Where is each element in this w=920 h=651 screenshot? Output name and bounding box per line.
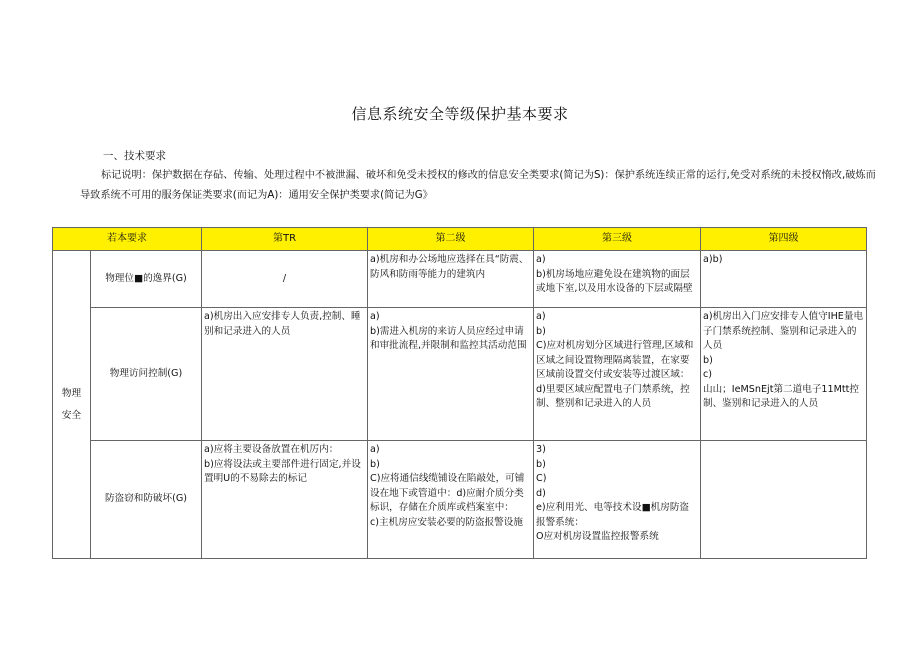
requirement-name: 物理访问控制(G) — [91, 308, 202, 441]
level-4-cell: a)b) — [701, 251, 867, 308]
marking-note: 标记说明：保护数据在存砧、传输、处理过程中不被泄漏、破坏和免受未授权的修改的信息安全类要求(简记为S)：保护系统连续正常的运行,免受对系统的未授权惰改,破炼而导致系统不可用的服务保证类要求(而记为A)：通用安全保护类要求(简记为G》 — [80, 170, 876, 201]
category-physical-security: 物理 安全 — [53, 251, 91, 559]
header-level-4: 第四级 — [701, 228, 867, 251]
table-row — [53, 308, 867, 441]
header-level-1: 第TR — [202, 228, 368, 251]
level-4-cell: a)机房出入门应安排专人值守IHE量电子门禁系统控制、鉴别和记录进入的人员 b) c) 山山；IeMSnEjt第二道电子11Mtt控制、鉴别和记录进入的人员 — [701, 308, 867, 441]
level-2-cell: a) b) C)应将通信线缆铺设在陷敲处，可铺设在地下或管道中：d)应耐介质分类标识，存储在介质库或档案室中： c)主机房应安装必要的防盗报警设施 — [368, 441, 534, 559]
header-level-3: 第三级 — [534, 228, 701, 251]
table-row — [53, 251, 867, 308]
section-heading: 一、技术要求 — [103, 150, 166, 162]
level-2-cell: a)机房和办公场地应选择在具“防震、防风和防雨等能力的建筑内 — [368, 251, 534, 308]
level-1-cell: a)应将主要设备放置在机厉内： b)应将设法或主要部件进行固定,并设置明U的不易除去的标记 — [202, 441, 368, 559]
table-header-row — [53, 228, 867, 251]
header-level-2: 第二级 — [368, 228, 534, 251]
requirement-name: 防盗窃和防破坏(G) — [91, 441, 202, 559]
level-3-cell: a) b) C)应对机房划分区域进行管理,区域和区域之间设置物理隔离装置，在家要区域前设置交付或安装等过渡区域： d)里要区域应配置电子门禁系统，控制、整别和记录进入的人员 — [534, 308, 701, 441]
level-4-cell — [701, 441, 867, 559]
level-3-cell: 3) b) C) d) e)应利用光、电等技术设■机房防盗报警系统： O应对机房设置监控报警系统 — [534, 441, 701, 559]
document-title: 信息系统安全等级保护基本要求 — [351, 105, 569, 123]
level-1-cell: / — [202, 251, 368, 308]
level-2-cell: a) b)需进入机房的来访人员应经过申请和审批流程,并限制和监控其活动范围 — [368, 308, 534, 441]
requirements-table — [52, 227, 867, 559]
header-basic-requirement: 若本要求 — [53, 228, 202, 251]
level-3-cell: a) b)机房场地应避免设在建筑物的面层或地下室,以及用水设备的下层或隔壁 — [534, 251, 701, 308]
table-row — [53, 441, 867, 559]
requirement-name: 物理位■的逸界(G) — [91, 251, 202, 308]
level-1-cell: a)机房出入应安排专人负责,控制、睡别和记录进入的人员 — [202, 308, 368, 441]
